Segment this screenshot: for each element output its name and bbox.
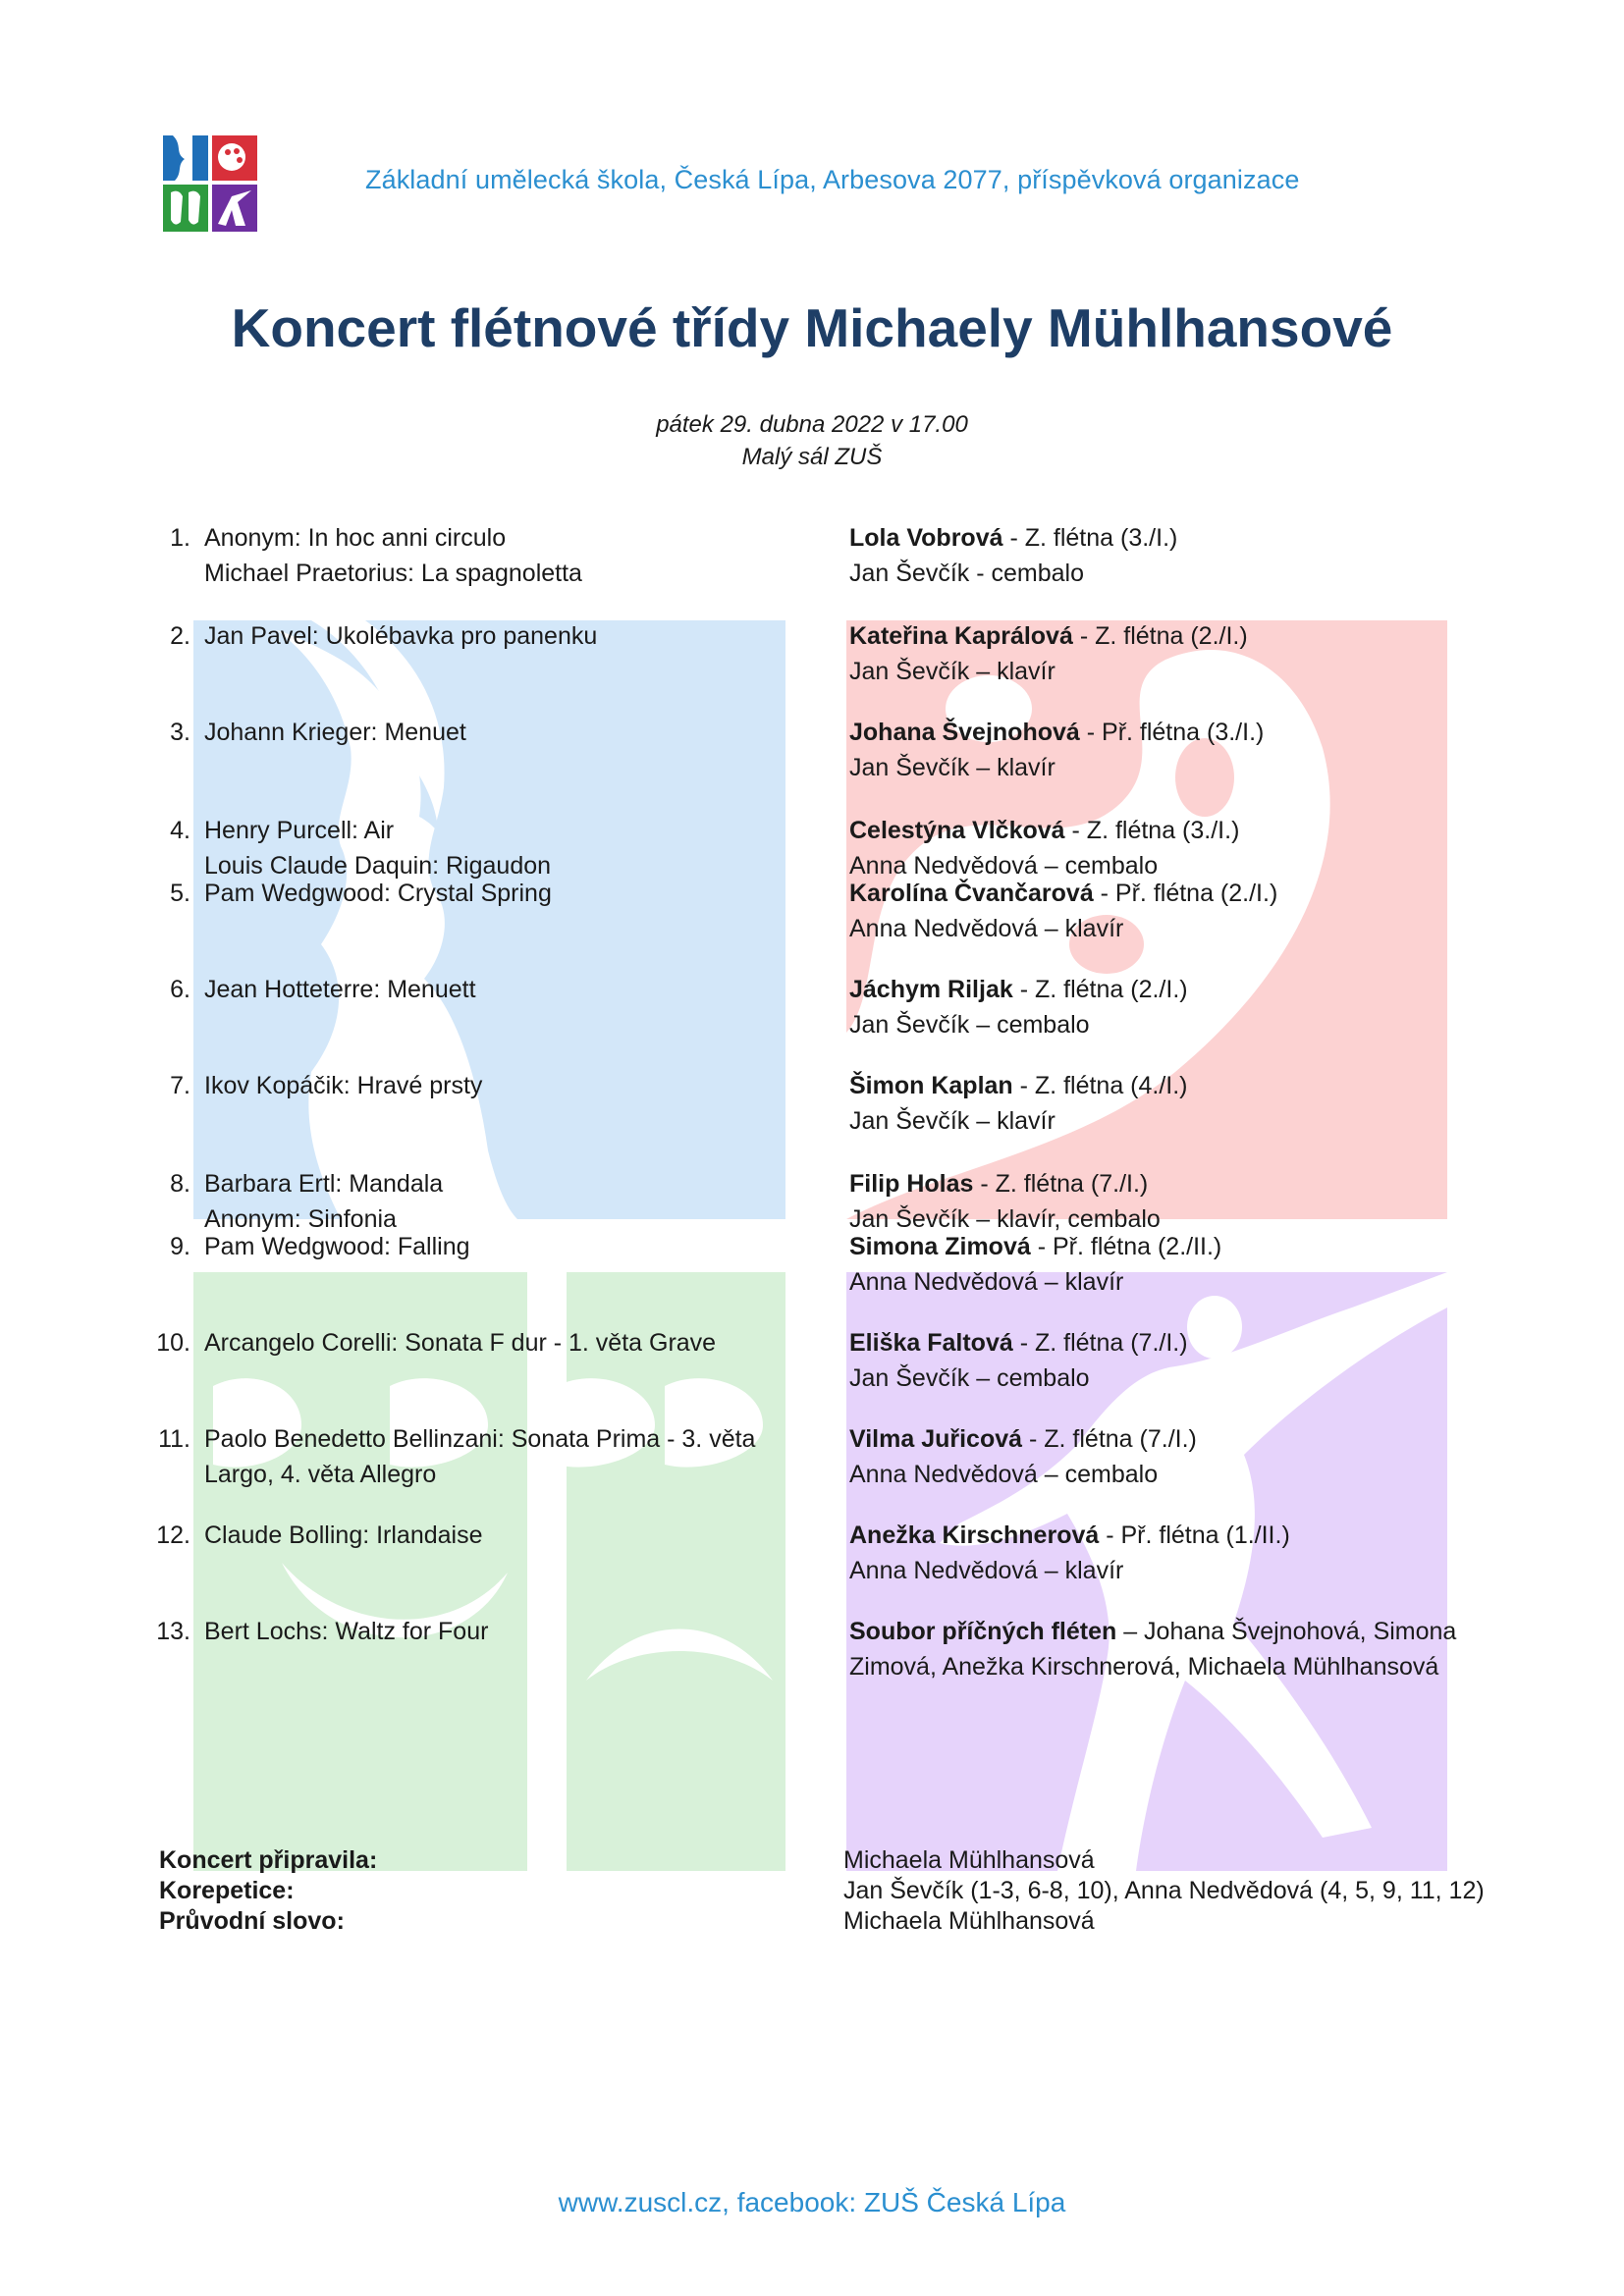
footer-links: www.zuscl.cz, facebook: ZUŠ Česká Lípa bbox=[558, 2187, 1066, 2217]
performer-name: Filip Holas bbox=[849, 1170, 974, 1198]
performer-name: Johana Švejnohová bbox=[849, 719, 1080, 746]
piece-title: Paolo Benedetto Bellinzani: Sonata Prima - 3. věta bbox=[204, 1425, 756, 1453]
piece-title: Louis Claude Daquin: Rigaudon bbox=[204, 852, 552, 880]
accompanist: Anna Nedvědová – cembalo bbox=[849, 852, 1159, 880]
item-pieces bbox=[204, 1325, 960, 1361]
performer-name: Lola Vobrová bbox=[849, 524, 1003, 552]
item-number: 3. bbox=[170, 719, 190, 746]
performer-name: Eliška Faltová bbox=[849, 1329, 1013, 1357]
item-number: 4. bbox=[170, 817, 190, 844]
event-datetime bbox=[0, 408, 1624, 473]
piece-title: Henry Purcell: Air bbox=[204, 817, 395, 844]
school-name: Základní umělecká škola, Česká Lípa, Arbesova 2077, příspěvková organizace bbox=[365, 165, 1300, 194]
piece-title: Michael Praetorius: La spagnoletta bbox=[204, 560, 582, 587]
item-pieces bbox=[204, 618, 960, 654]
item-number: 6. bbox=[170, 976, 190, 1003]
item-pieces bbox=[204, 1421, 960, 1492]
credit-row bbox=[159, 1906, 1534, 1937]
school-logo bbox=[163, 135, 257, 232]
performer-line bbox=[849, 1518, 1517, 1553]
piece-title: Largo, 4. věta Allegro bbox=[204, 1461, 437, 1488]
item-pieces bbox=[204, 1166, 960, 1237]
credit-label: Koncert připravila: bbox=[159, 1846, 378, 1874]
item-performers bbox=[849, 1166, 1517, 1237]
performer-line bbox=[849, 1166, 1517, 1201]
accompanist: Jan Ševčík – klavír, cembalo bbox=[849, 1205, 1161, 1233]
performer-line bbox=[849, 1229, 1517, 1264]
piece-title: Jan Pavel: Ukolébavka pro panenku bbox=[204, 622, 598, 650]
performer-line bbox=[849, 1614, 1517, 1684]
item-number: 1. bbox=[170, 524, 190, 552]
item-pieces bbox=[204, 520, 960, 591]
performer-name: Karolína Čvančarová bbox=[849, 880, 1094, 907]
item-pieces bbox=[204, 1614, 960, 1649]
item-performers bbox=[849, 520, 1517, 591]
piece-title: Johann Krieger: Menuet bbox=[204, 719, 466, 746]
performer-line bbox=[849, 618, 1517, 654]
accompanist: Jan Ševčík – cembalo bbox=[849, 1011, 1090, 1039]
performer-line bbox=[849, 876, 1517, 911]
performer-line bbox=[849, 972, 1517, 1007]
item-pieces bbox=[204, 876, 960, 911]
piece-title: Jean Hotteterre: Menuett bbox=[204, 976, 476, 1003]
item-number: 5. bbox=[170, 880, 190, 907]
performer-line bbox=[849, 813, 1517, 848]
performer-line bbox=[849, 1421, 1517, 1457]
accompanist: Jan Ševčík - cembalo bbox=[849, 560, 1084, 587]
piece-title: Arcangelo Corelli: Sonata F dur - 1. věta Grave bbox=[204, 1329, 717, 1357]
item-performers bbox=[849, 1421, 1517, 1492]
item-performers bbox=[849, 618, 1517, 689]
performer-line bbox=[849, 715, 1517, 750]
accompanist: Jan Ševčík – klavír bbox=[849, 754, 1056, 781]
credit-value: Michaela Mühlhansová bbox=[843, 1907, 1095, 1935]
piece-title: Ikov Kopáčik: Hravé prsty bbox=[204, 1072, 483, 1099]
accompanist: Anna Nedvědová – cembalo bbox=[849, 1461, 1159, 1488]
accompanist: Anna Nedvědová – klavír bbox=[849, 915, 1124, 942]
credit-row bbox=[159, 1845, 1534, 1876]
item-number: 13. bbox=[156, 1618, 190, 1645]
performer-instrument: - Z. flétna (2./I.) bbox=[1072, 622, 1248, 650]
piece-title: Claude Bolling: Irlandaise bbox=[204, 1522, 483, 1549]
performer-instrument: – Johana Švejnohová, Simona Zimová, Anežka Kirschnerová, Michaela Mühlhansová bbox=[849, 1618, 1457, 1681]
item-number: 2. bbox=[170, 622, 190, 650]
performer-instrument: - Př. flétna (3./I.) bbox=[1079, 719, 1265, 746]
performer-name: Jáchym Riljak bbox=[849, 976, 1013, 1003]
piece-title: Anonym: In hoc anni circulo bbox=[204, 524, 507, 552]
item-performers bbox=[849, 1229, 1517, 1300]
performer-line bbox=[849, 1325, 1517, 1361]
credit-label: Průvodní slovo: bbox=[159, 1907, 345, 1935]
accompanist: Anna Nedvědová – klavír bbox=[849, 1268, 1124, 1296]
performer-instrument: - Př. flétna (2./II.) bbox=[1030, 1233, 1222, 1260]
item-pieces bbox=[204, 1068, 960, 1103]
performer-name: Simona Zimová bbox=[849, 1233, 1031, 1260]
performer-instrument: - Př. flétna (2./I.) bbox=[1093, 880, 1278, 907]
item-pieces bbox=[204, 813, 960, 883]
item-number: 7. bbox=[170, 1072, 190, 1099]
performer-instrument: - Z. flétna (4./I.) bbox=[1012, 1072, 1188, 1099]
event-date: pátek 29. dubna 2022 v 17.00 bbox=[656, 411, 968, 438]
performer-instrument: - Př. flétna (1./II.) bbox=[1099, 1522, 1290, 1549]
item-performers bbox=[849, 1518, 1517, 1588]
accompanist: Jan Ševčík – klavír bbox=[849, 658, 1056, 685]
performer-line bbox=[849, 1068, 1517, 1103]
piece-title: Anonym: Sinfonia bbox=[204, 1205, 397, 1233]
performer-name: Soubor příčných fléten bbox=[849, 1618, 1117, 1645]
performer-instrument: - Z. flétna (3./I.) bbox=[1064, 817, 1240, 844]
item-performers bbox=[849, 1068, 1517, 1139]
performer-line bbox=[849, 520, 1517, 556]
accompanist: Jan Ševčík – klavír bbox=[849, 1107, 1056, 1135]
performer-instrument: - Z. flétna (7./I.) bbox=[1012, 1329, 1188, 1357]
credit-value: Michaela Mühlhansová bbox=[843, 1846, 1095, 1874]
performer-name: Kateřina Kaprálová bbox=[849, 622, 1073, 650]
item-pieces bbox=[204, 972, 960, 1007]
credits bbox=[159, 1845, 1534, 1937]
item-performers bbox=[849, 1614, 1517, 1684]
item-performers bbox=[849, 1325, 1517, 1396]
performer-instrument: - Z. flétna (7./I.) bbox=[973, 1170, 1149, 1198]
page-title: Koncert flétnové třídy Michaely Mühlhansové bbox=[231, 297, 1393, 358]
performer-instrument: - Z. flétna (7./I.) bbox=[1022, 1425, 1197, 1453]
item-number: 11. bbox=[158, 1425, 190, 1453]
credit-label: Korepetice: bbox=[159, 1877, 295, 1904]
piece-title: Barbara Ertl: Mandala bbox=[204, 1170, 444, 1198]
item-pieces bbox=[204, 715, 960, 750]
bg-green-masks bbox=[193, 1272, 544, 1871]
performer-name: Anežka Kirschnerová bbox=[849, 1522, 1100, 1549]
performer-instrument: - Z. flétna (2./I.) bbox=[1012, 976, 1188, 1003]
item-performers bbox=[849, 715, 1517, 785]
credit-value: Jan Ševčík (1-3, 6-8, 10), Anna Nedvědová (4, 5, 9, 11, 12) bbox=[843, 1877, 1485, 1904]
piece-title: Bert Lochs: Waltz for Four bbox=[204, 1618, 489, 1645]
performer-name: Vilma Juřicová bbox=[849, 1425, 1023, 1453]
performer-instrument: - Z. flétna (3./I.) bbox=[1002, 524, 1178, 552]
item-performers bbox=[849, 813, 1517, 883]
accompanist: Jan Ševčík – cembalo bbox=[849, 1364, 1090, 1392]
piece-title: Pam Wedgwood: Crystal Spring bbox=[204, 880, 552, 907]
item-pieces bbox=[204, 1229, 960, 1264]
item-performers bbox=[849, 972, 1517, 1042]
item-number: 10. bbox=[156, 1329, 190, 1357]
item-number: 12. bbox=[156, 1522, 190, 1549]
item-performers bbox=[849, 876, 1517, 946]
piece-title: Pam Wedgwood: Falling bbox=[204, 1233, 470, 1260]
item-number: 8. bbox=[170, 1170, 190, 1198]
credit-row bbox=[159, 1876, 1534, 1906]
accompanist: Anna Nedvědová – klavír bbox=[849, 1557, 1124, 1584]
item-number: 9. bbox=[170, 1233, 190, 1260]
performer-name: Celestýna Vlčková bbox=[849, 817, 1065, 844]
event-venue: Malý sál ZUŠ bbox=[741, 444, 883, 470]
item-pieces bbox=[204, 1518, 960, 1553]
performer-name: Šimon Kaplan bbox=[849, 1072, 1013, 1099]
